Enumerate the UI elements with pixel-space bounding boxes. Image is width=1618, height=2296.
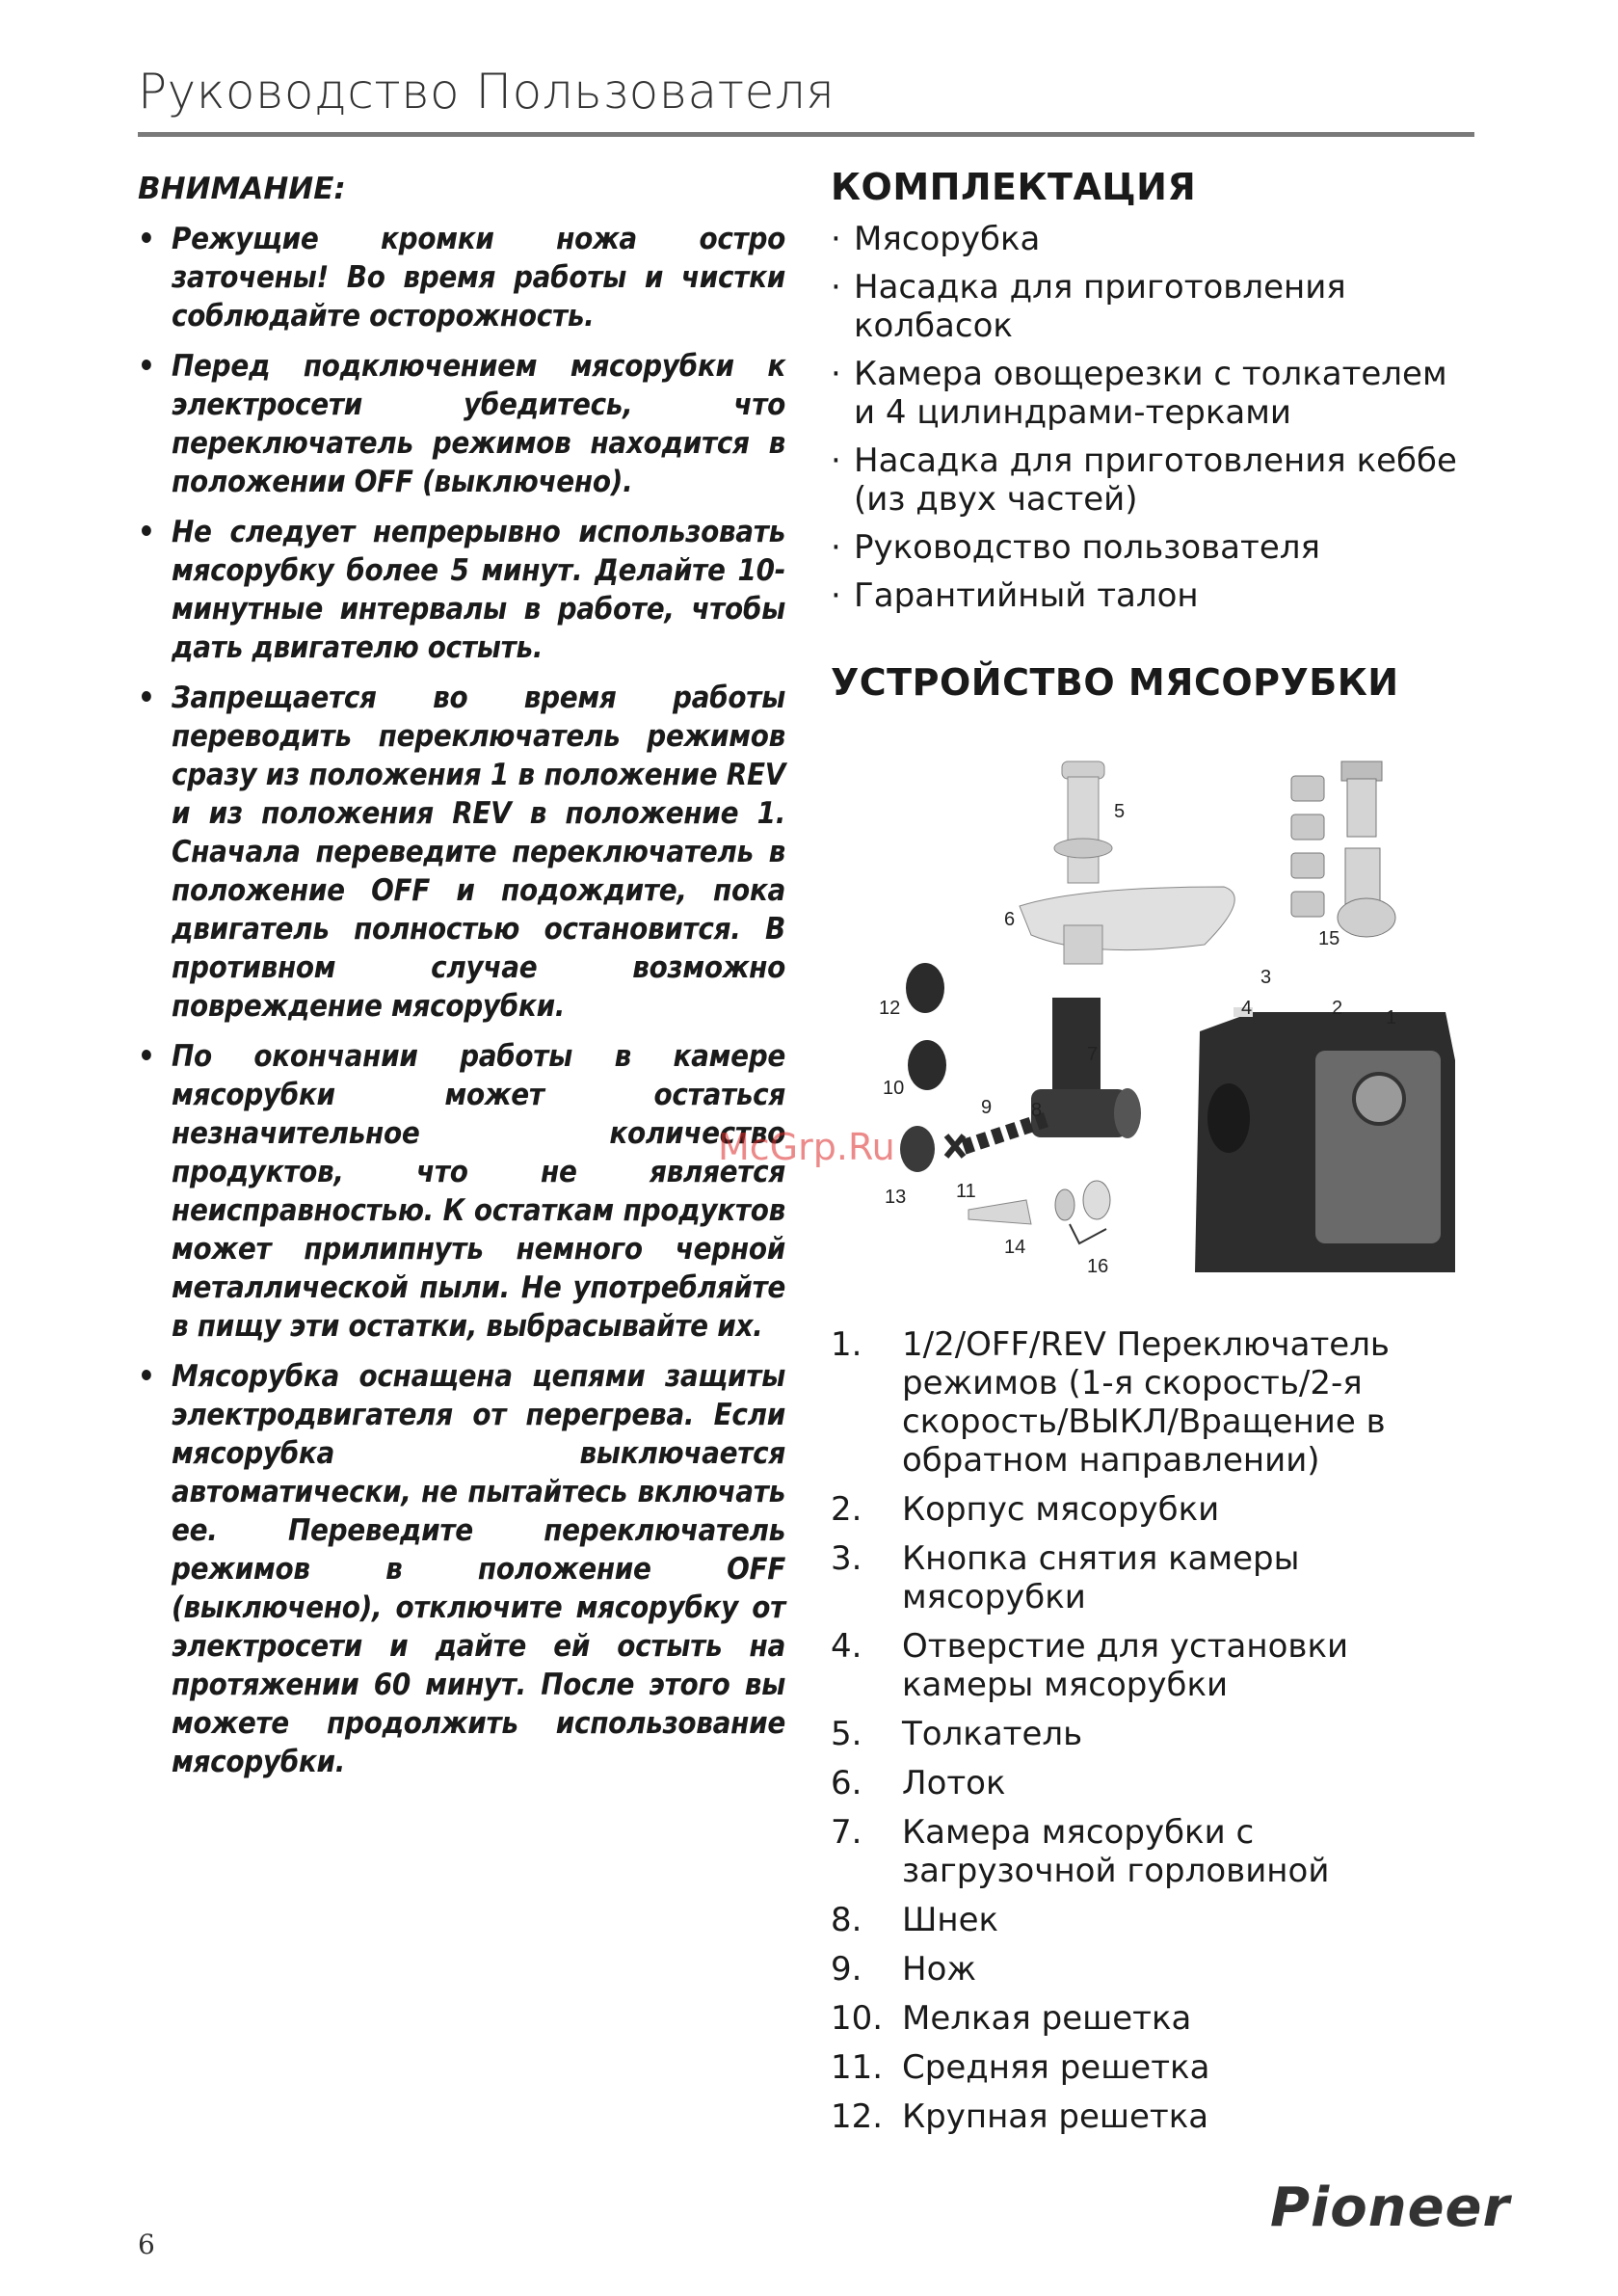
part-item: 12. Крупная решетка — [831, 2097, 1209, 2136]
part-item: 9. Нож — [831, 1950, 976, 1989]
label-6: 6 — [1004, 909, 1016, 930]
part-item: 3. Кнопка снятия камеры мясорубки — [831, 1539, 1300, 1616]
bullet-icon: • — [138, 349, 155, 384]
bullet-icon: · — [831, 268, 841, 307]
device-title: УСТРОЙСТВО МЯСОРУБКИ — [831, 661, 1399, 704]
bullet-icon: · — [831, 220, 841, 258]
bullet-icon: · — [831, 355, 841, 393]
kit-item: · Руководство пользователя — [831, 528, 1320, 567]
bullet-icon: • — [138, 222, 155, 256]
kit-item: · Насадка для приготовления кеббе (из двух частей) — [831, 441, 1457, 519]
bullet-icon: • — [138, 515, 155, 549]
warning-item: • Мясорубка оснащена цепями защиты электродвигателя от перегрева. Если мясорубка выключается автоматически, не пытайтесь включать ее. Переведите переключатель режимов в положение OFF (выключено), отключите мясорубку от электросети и дайте ей остыть на протяжении 60 минут. После этого вы можете продолжить использование мясорубки. — [138, 1359, 785, 1779]
warning-item: • Не следует непрерывно использовать мясорубку более 5 минут. Делайте 10-минутные интервалы в работе, чтобы дать двигателю остыть. — [138, 515, 785, 665]
knife-illustration — [946, 1135, 964, 1157]
parts-list — [831, 1325, 1474, 2147]
warning-item: • По окончании работы в камере мясорубки может остаться незначительное количество продуктов, что не является неисправностью. К остаткам продуктов может прилипнуть немного черной металлической пыли. Не употребляйте в пищу эти остатки, выбрасывайте их. — [138, 1039, 785, 1344]
tray-illustration — [1020, 887, 1234, 950]
warning-item: • Режущие кромки ножа остро заточены! Во время работы и чистки соблюдайте осторожность. — [138, 222, 785, 334]
part-item: 7. Камера мясорубки с загрузочной горловиной — [831, 1813, 1330, 1890]
label-15: 15 — [1318, 928, 1340, 949]
brand-logo: Pioneer — [1270, 2176, 1511, 2239]
label-10: 10 — [883, 1078, 905, 1099]
kit-title: КОМПЛЕКТАЦИЯ — [831, 166, 1197, 208]
page-number: 6 — [138, 2229, 155, 2260]
bullet-icon: · — [831, 528, 841, 567]
part-item: 10. Мелкая решетка — [831, 1999, 1192, 2038]
sausage-nozzle-illustration — [968, 1200, 1031, 1224]
warning-item: • Перед подключением мясорубки к электросети убедитесь, что переключатель режимов находится в положении OFF (выключено). — [138, 349, 785, 499]
part-item: 5. Толкатель — [831, 1715, 1083, 1753]
coarse-grid-illustration — [906, 963, 944, 1013]
label-4: 4 — [1241, 998, 1253, 1019]
kit-item: · Гарантийный талон — [831, 576, 1199, 615]
part-item: 6. Лоток — [831, 1764, 1006, 1802]
label-12: 12 — [879, 998, 901, 1019]
label-9: 9 — [981, 1097, 993, 1118]
bullet-icon: • — [138, 1359, 155, 1394]
medium-grid-illustration — [900, 1126, 935, 1172]
bullet-icon: · — [831, 576, 841, 615]
kebbe-attachment-illustration — [1055, 1181, 1110, 1243]
bullet-icon: • — [138, 681, 155, 715]
warning-item: • Запрещается во время работы переводить переключатель режимов сразу из положения 1 в положение REV и из положения REV в положение 1. Сначала переведите переключатель в положение OFF и подождите, пока двигатель полностью остановится. В противном случае возможно повреждение мясорубки. — [138, 681, 785, 1024]
bullet-icon: · — [831, 441, 841, 480]
label-5: 5 — [1114, 801, 1126, 822]
part-item: 1. 1/2/OFF/REV Переключатель режимов (1-я скорость/2-я скорость/ВЫКЛ/Вращение в обратном направлении) — [831, 1325, 1390, 1480]
slicer-drums-illustration — [1291, 761, 1395, 937]
meat-grinder-diagram — [838, 752, 1474, 1292]
warning-section — [138, 172, 785, 1793]
warning-title: ВНИМАНИЕ: — [138, 172, 346, 206]
header-divider — [138, 132, 1474, 137]
warning-list — [138, 220, 785, 1781]
pusher-illustration — [1054, 761, 1112, 883]
diagram-illustration — [838, 752, 1474, 1292]
bullet-icon: • — [138, 1039, 155, 1074]
label-7: 7 — [1087, 1044, 1099, 1065]
kit-item: · Мясорубка — [831, 220, 1041, 258]
label-2: 2 — [1332, 998, 1343, 1019]
watermark: McGrp.Ru — [718, 1126, 895, 1168]
kit-item: · Насадка для приготовления колбасок — [831, 268, 1346, 345]
part-item: 8. Шнек — [831, 1901, 999, 1939]
part-item: 4. Отверстие для установки камеры мясорубки — [831, 1627, 1349, 1704]
part-item: 2. Корпус мясорубки — [831, 1490, 1220, 1529]
label-16: 16 — [1087, 1256, 1109, 1277]
kit-item: · Камера овощерезки с толкателем и 4 цилиндрами-терками — [831, 355, 1447, 432]
fine-grid-illustration — [908, 1040, 946, 1090]
label-11: 11 — [956, 1181, 976, 1202]
chamber-illustration — [1031, 998, 1141, 1138]
page-title: Руководство Пользователя — [138, 64, 836, 120]
label-13: 13 — [885, 1187, 907, 1208]
label-8: 8 — [1031, 1100, 1043, 1121]
kit-list — [831, 220, 1474, 615]
motor-body-illustration — [1195, 1007, 1455, 1272]
label-3: 3 — [1260, 967, 1272, 988]
part-item: 11. Средняя решетка — [831, 2048, 1210, 2087]
label-1: 1 — [1386, 1007, 1397, 1028]
label-14: 14 — [1004, 1237, 1026, 1258]
kit-section — [831, 166, 1474, 704]
